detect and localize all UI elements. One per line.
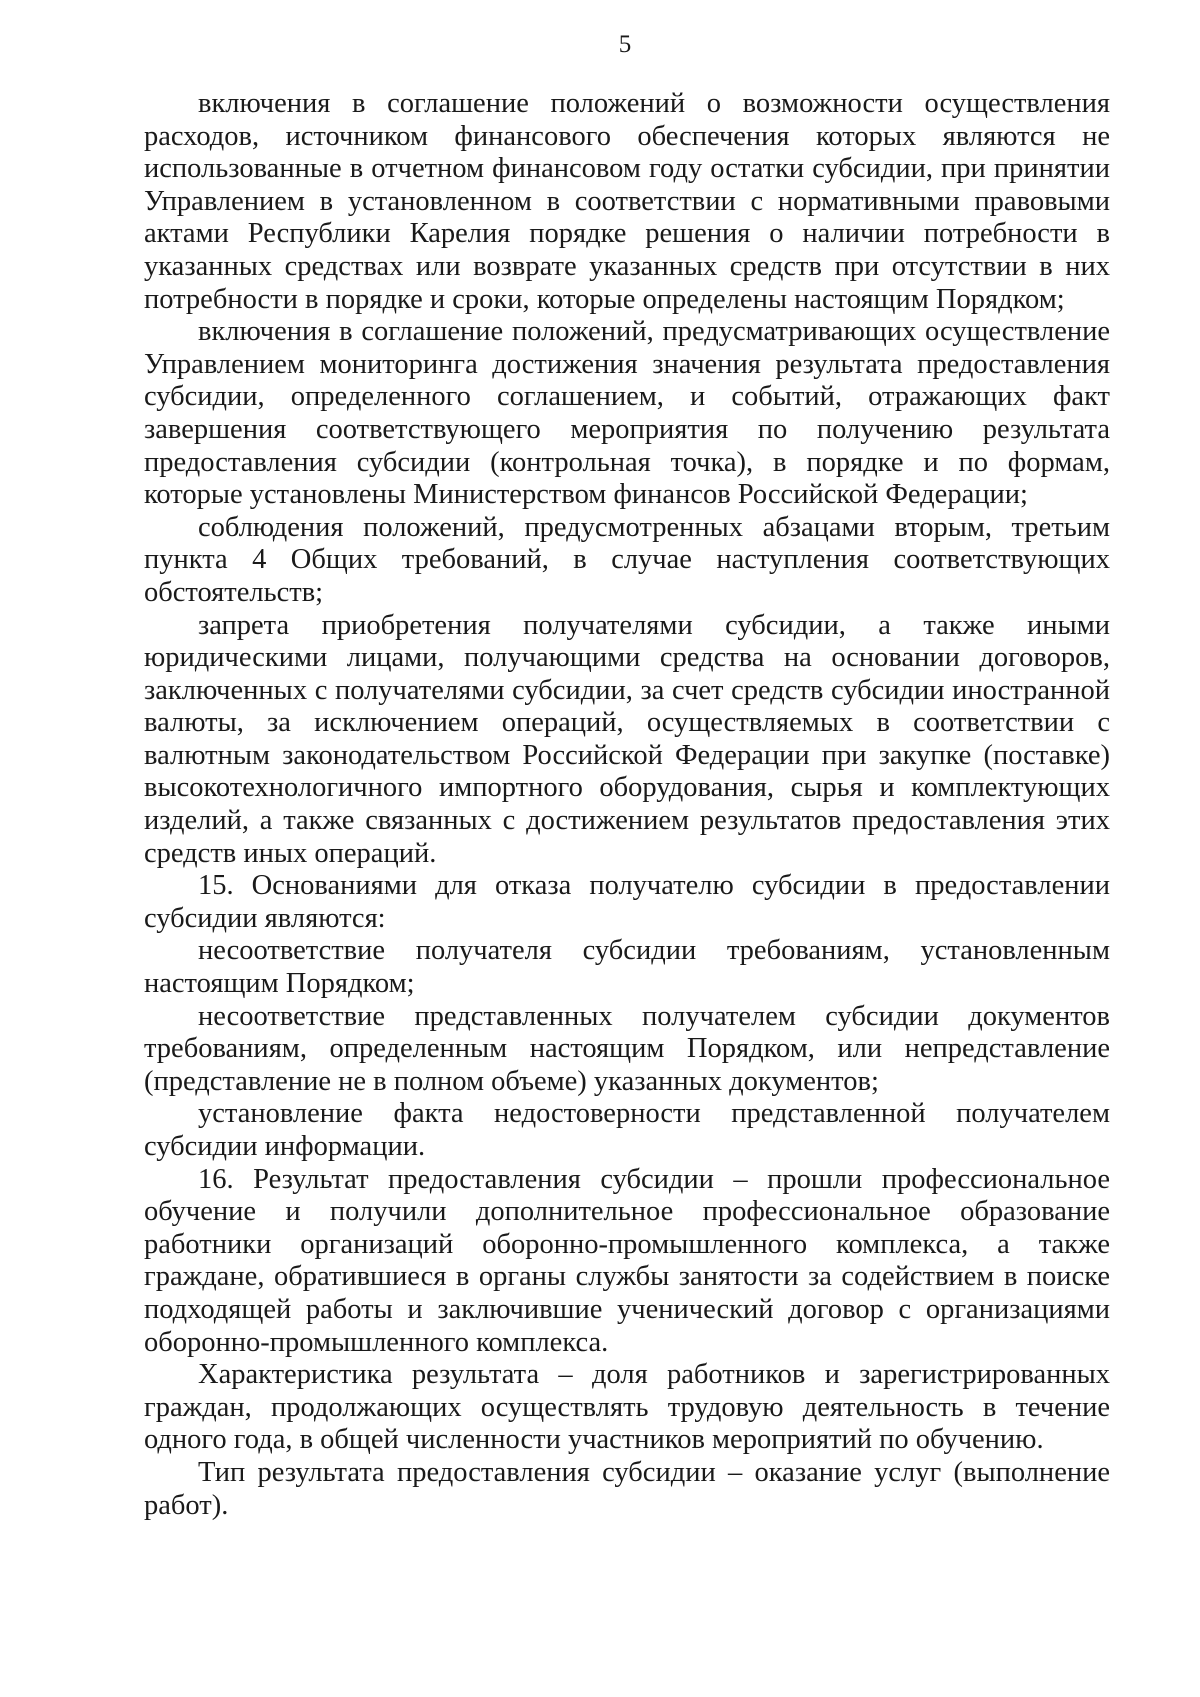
- paragraph-result-characteristic: Характеристика результата – доля работников и зарегистрированных граждан, продолжающих осуществлять трудовую деятельность в течение одного года, в общей численности участников мероприятий по обучению.: [144, 1359, 1110, 1456]
- paragraph-refusal-ground-3: установление факта недостоверности представленной получателем субсидии информации.: [144, 1098, 1110, 1162]
- paragraph-result-type: Тип результата предоставления субсидии – оказание услуг (выполнение работ).: [144, 1456, 1110, 1521]
- paragraph-section-16: 16. Результат предоставления субсидии – прошли профессиональное обучение и получили дополнительное профессиональное образование работники организаций оборонно-промышленного комплекса, а также граждане, обратившиеся в органы службы занятости за содействием в поиске подходящей работы и заключившие ученический договор с организациями оборонно-промышленного комплекса.: [144, 1163, 1110, 1358]
- paragraph-clause-general-requirements: соблюдения положений, предусмотренных абзацами вторым, третьим пункта 4 Общих требований, в случае наступления соответствующих обстоятельств;: [144, 511, 1110, 608]
- paragraph-clause-expenses: включения в соглашение положений о возможности осуществления расходов, источником финансового обеспечения которых являются не использованные в отчетном финансовом году остатки субсидии, при принятии Управлением в установленном в соответствии с нормативными правовыми актами Республики Карелия порядке решения о наличии потребности в указанных средствах или возврате указанных средств при отсутствии в них потребности в порядке и сроки, которые определены настоящим Порядком;: [144, 88, 1110, 315]
- paragraph-clause-currency-ban: запрета приобретения получателями субсидии, а также иными юридическими лицами, получающими средства на основании договоров, заключенных с получателями субсидии, за счет средств субсидии иностранной валюты, за исключением операций, осуществляемых в соответствии с валютным законодательством Российской Федерации при закупке (поставке) высокотехнологичного импортного оборудования, сырья и комплектующих изделий, а также связанных с достижением результатов предоставления этих средств иных операций.: [144, 609, 1110, 869]
- document-body: [144, 88, 1110, 1522]
- paragraph-section-15: 15. Основаниями для отказа получателю субсидии в предоставлении субсидии являются:: [144, 870, 1110, 934]
- paragraph-clause-monitoring: включения в соглашение положений, предусматривающих осуществление Управлением мониторинга достижения значения результата предоставления субсидии, определенного соглашением, и событий, отражающих факт завершения соответствующего мероприятия по получению результата предоставления субсидии (контрольная точка), в порядке и по формам, которые установлены Министерством финансов Российской Федерации;: [144, 316, 1110, 511]
- page-number: 5: [618, 31, 632, 58]
- paragraph-refusal-ground-2: несоответствие представленных получателем субсидии документов требованиям, определенным настоящим Порядком, или непредставление (представление не в полном объеме) указанных документов;: [144, 1000, 1110, 1097]
- paragraph-refusal-ground-1: несоответствие получателя субсидии требованиям, установленным настоящим Порядком;: [144, 935, 1110, 1000]
